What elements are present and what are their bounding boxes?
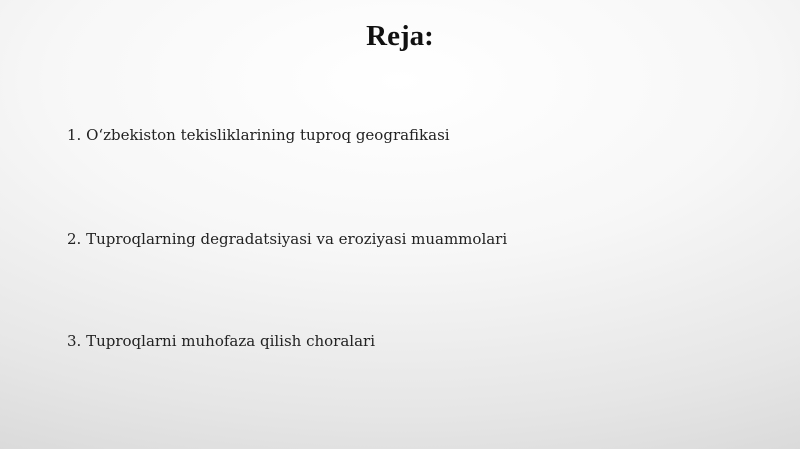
plan-item: 2. Tuproqlarning degradatsiyasi va eroziyasi muammolari xyxy=(67,230,508,248)
plan-item: 3. Tuproqlarni muhofaza qilish choralari xyxy=(67,332,376,350)
plan-item: 1. O‘zbekiston tekisliklarining tuproq geografikasi xyxy=(67,126,450,144)
slide-title: Reja: xyxy=(366,20,434,52)
